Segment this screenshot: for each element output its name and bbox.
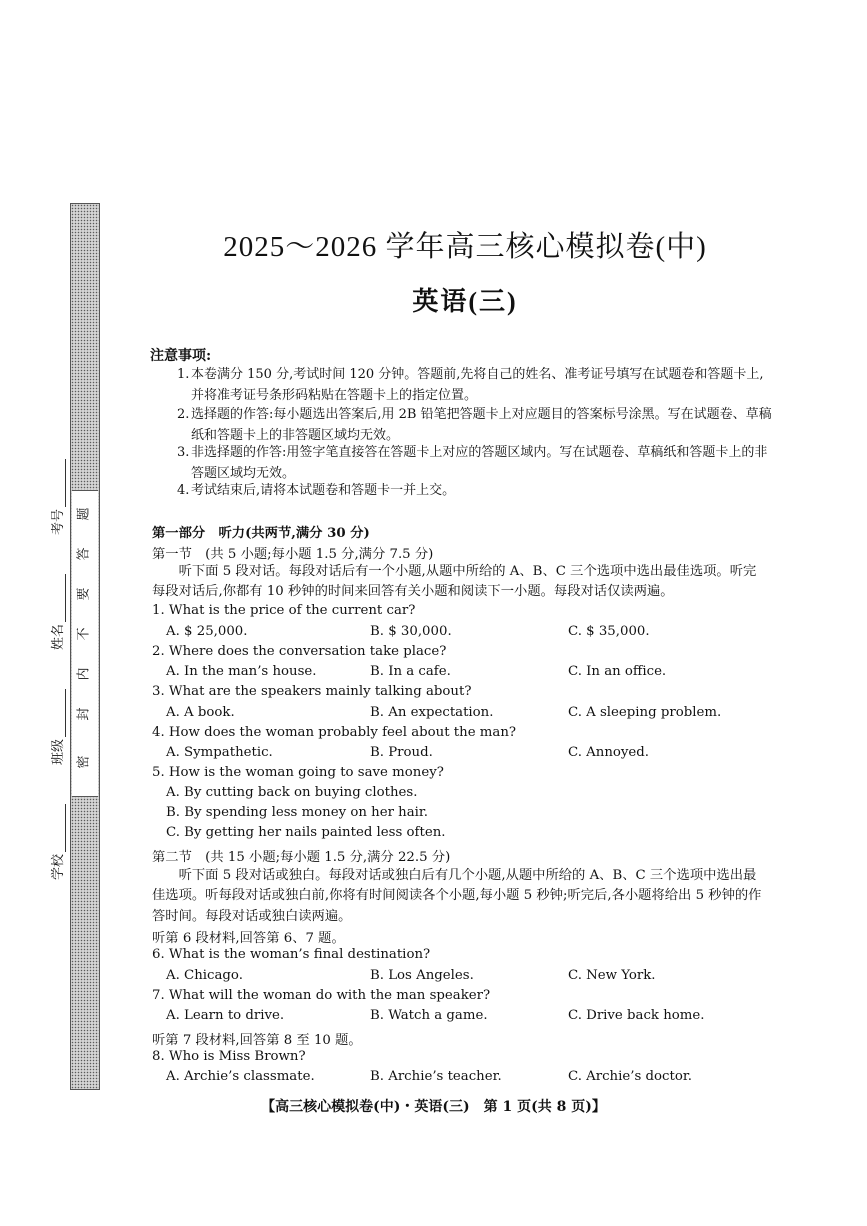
notice-num: 3. [177,445,190,460]
class-label: 班级 [51,738,66,765]
notice-text: 非选择题的作答:用签字笔直接答在答题卡上对应的答题区域内。写在试题卷、草稿纸和答题卡上的非答题区域均无效。 [191,445,768,481]
name-line [53,574,66,622]
seal-char: 要 [76,587,92,601]
question-stem: 4. How does the woman probably feel about the man? [152,725,517,740]
option-c[interactable]: C. Archie’s doctor. [568,1069,692,1084]
section1-heading: 第一节 (共 5 小题;每小题 1.5 分,满分 7.5 分) [152,547,434,562]
question-stem: 7. What will the woman do with the man speaker? [152,988,491,1003]
option-a[interactable]: A. Learn to drive. [166,1008,285,1023]
option-a[interactable]: A. Chicago. [166,968,243,983]
option-a[interactable]: A. A book. [166,705,235,720]
option-a[interactable]: A. Archie’s classmate. [166,1069,315,1084]
school-label: 学校 [51,853,66,880]
question-stem: 5. How is the woman going to save money? [152,765,444,780]
question-stem: 6. What is the woman’s final destination? [152,947,431,962]
question-stem: 1. What is the price of the current car? [152,603,416,618]
exam-subtitle: 英语(三) [412,287,518,316]
exam-number-field[interactable] [47,459,66,535]
school-field[interactable] [47,804,66,880]
notice-text: 考试结束后,请将本试题卷和答题卡一并上交。 [191,483,456,498]
part1-heading: 第一部分 听力(共两节,满分 30 分) [152,526,370,541]
school-line [53,804,66,852]
section2-heading: 第二节 (共 15 小题;每小题 1.5 分,满分 22.5 分) [152,850,451,865]
option-b[interactable]: B. Proud. [370,745,433,760]
option-b[interactable]: B. Archie’s teacher. [370,1069,502,1084]
option-c[interactable]: C. New York. [568,968,656,983]
notice-num: 2. [177,407,190,422]
seal-char: 内 [76,667,92,681]
exam-number-line [53,459,66,507]
section1-instructions: 听下面 5 段对话。每段对话后有一个小题,从题中所给的 A、B、C 三个选项中选出最佳选项。听完每段对话后,你都有 10 秒钟的时间来回答有关小题和阅读下一小题。每段对话仅读两遍。 [152,564,757,600]
class-field[interactable] [47,689,66,765]
option-b[interactable]: B. An expectation. [370,705,494,720]
option-c[interactable]: C. A sleeping problem. [568,705,722,720]
seal-char: 题 [76,507,92,521]
option-c[interactable]: C. By getting her nails painted less often. [166,825,446,840]
notice-heading: 注意事项: [150,348,212,364]
question-stem: 2. Where does the conversation take place? [152,644,447,659]
material-7-note: 听第 7 段材料,回答第 8 至 10 题。 [152,1033,362,1048]
option-c[interactable]: C. $ 35,000. [568,624,650,639]
option-b[interactable]: B. In a cafe. [370,664,451,679]
class-line [53,689,66,737]
option-c[interactable]: C. Drive back home. [568,1008,705,1023]
seal-char: 答 [76,547,92,561]
option-c[interactable]: C. In an office. [568,664,667,679]
option-c[interactable]: C. Annoyed. [568,745,650,760]
section2-instructions: 听下面 5 段对话或独白。每段对话或独白后有几个小题,从题中所给的 A、B、C 三个选项中选出最佳选项。听每段对话或独白前,你将有时间阅读各个小题,每小题 5 秒钟;听完后,各小题将给出 5 秒钟的作答时间。每段对话或独白读两遍。 [152,868,762,924]
notice-item [177,364,772,406]
notice-item [177,442,772,484]
option-b[interactable]: B. By spending less money on her hair. [166,805,429,820]
exam-title: 2025～2026 学年高三核心模拟卷(中) [223,231,707,263]
option-a[interactable]: A. In the man’s house. [166,664,317,679]
seal-char: 密 [76,755,92,769]
notice-num: 1. [177,367,190,382]
material-6-note: 听第 6 段材料,回答第 6、7 题。 [152,931,345,946]
question-stem: 8. Who is Miss Brown? [152,1049,306,1064]
option-a[interactable]: A. Sympathetic. [166,745,273,760]
name-label: 姓名 [51,623,66,650]
exam-number-label: 考号 [51,508,66,535]
option-a[interactable]: A. By cutting back on buying clothes. [166,785,418,800]
notice-text: 选择题的作答:每小题选出答案后,用 2B 铅笔把答题卡上对应题目的答案标号涂黑。写在试题卷、草稿纸和答题卡上的非答题区域均无效。 [191,407,772,443]
page-footer: 【高三核心模拟卷(中)・英语(三) 第 1 页(共 8 页)】 [261,1099,606,1115]
option-b[interactable]: B. $ 30,000. [370,624,452,639]
question-stem: 3. What are the speakers mainly talking about? [152,684,472,699]
notice-item [177,480,772,501]
name-field[interactable] [47,574,66,650]
seal-char: 封 [76,707,92,721]
option-a[interactable]: A. $ 25,000. [166,624,248,639]
notice-text: 本卷满分 150 分,考试时间 120 分钟。答题前,先将自己的姓名、准考证号填写在试题卷和答题卡上,并将准考证号条形码粘贴在答题卡上的指定位置。 [191,367,764,403]
notice-num: 4. [177,483,190,498]
notice-item [177,404,772,446]
option-b[interactable]: B. Los Angeles. [370,968,474,983]
option-b[interactable]: B. Watch a game. [370,1008,488,1023]
seal-box [72,490,98,797]
seal-char: 不 [76,627,92,641]
